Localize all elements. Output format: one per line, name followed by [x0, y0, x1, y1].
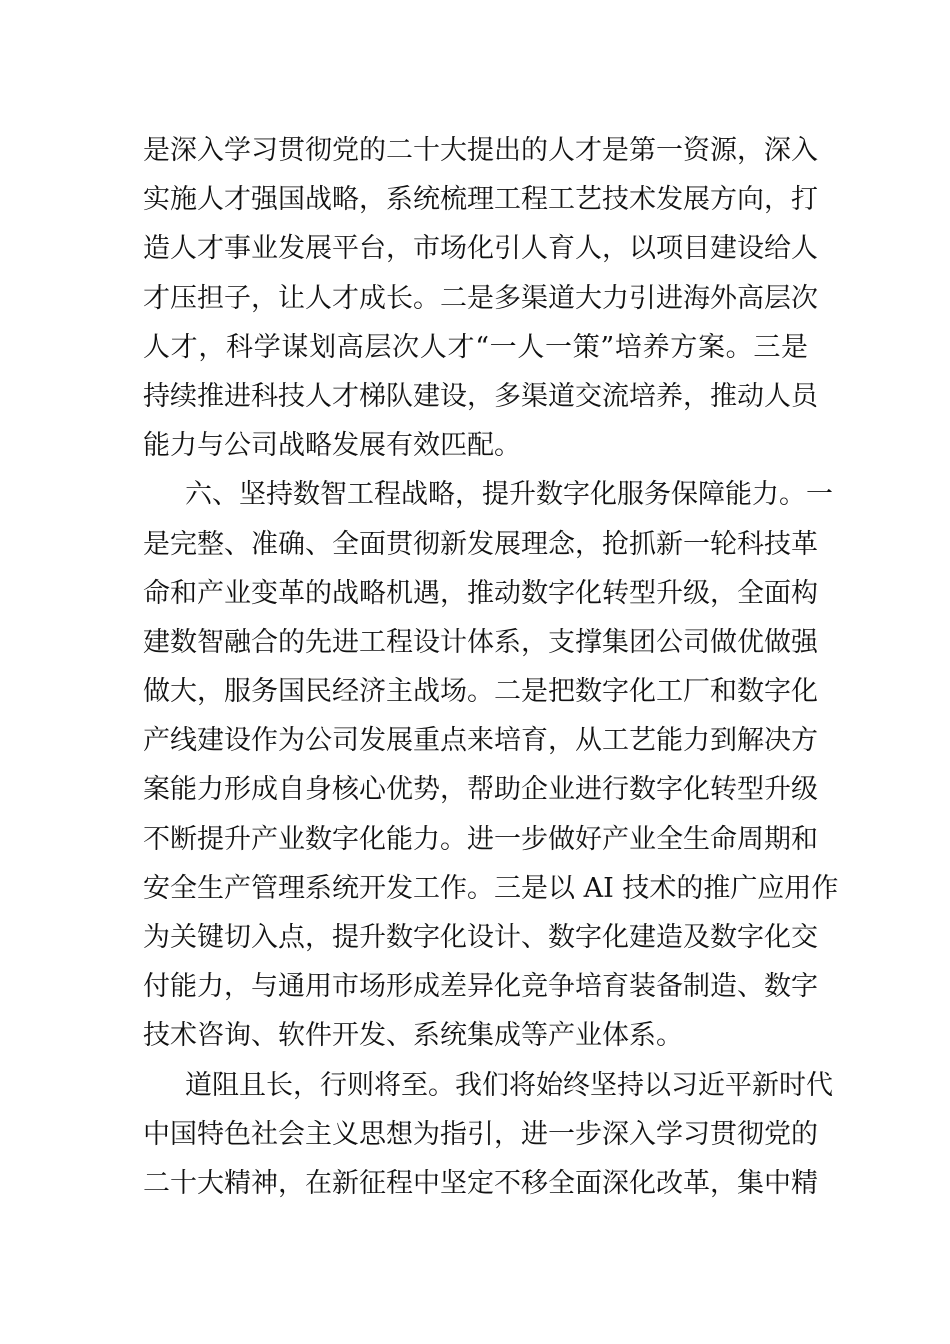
text-line: 二十大精神，在新征程中坚定不移全面深化改革，集中精: [143, 1167, 818, 1199]
text-line: 技术咨询、软件开发、系统集成等产业体系。: [143, 1020, 683, 1052]
text-line: 付能力，与通用市场形成差异化竞争培育装备制造、数字: [143, 971, 818, 1003]
text-line: 持续推进科技人才梯队建设，多渠道交流培养，推动人员: [143, 380, 818, 412]
text-line: 实施人才强国战略，系统梳理工程工艺技术发展方向，打: [143, 184, 818, 216]
text-line: 案能力形成自身核心优势，帮助企业进行数字化转型升级: [143, 774, 818, 806]
text-line: 造人才事业发展平台，市场化引人育人，以项目建设给人: [143, 233, 818, 265]
text-line: 命和产业变革的战略机遇，推动数字化转型升级，全面构: [143, 577, 818, 609]
document-body: [143, 126, 839, 1208]
text-line: 是完整、准确、全面贯彻新发展理念，抢抓新一轮科技革: [143, 528, 818, 560]
text-line: 六、坚持数智工程战略，提升数字化服务保障能力。一: [185, 479, 833, 511]
text-line: 安全生产管理系统开发工作。三是以 AI 技术的推广应用作: [143, 872, 839, 904]
text-line: 不断提升产业数字化能力。进一步做好产业全生命周期和: [143, 823, 818, 855]
text-line: 为关键切入点，提升数字化设计、数字化建造及数字化交: [143, 922, 818, 953]
text-line: 才压担子，让人才成长。二是多渠道大力引进海外高层次: [143, 282, 818, 314]
text-line: 是深入学习贯彻党的二十大提出的人才是第一资源，深入: [143, 135, 818, 166]
text-line: 建数智融合的先进工程设计体系，支撑集团公司做优做强: [143, 626, 818, 658]
paragraph-conclusion: [143, 1061, 833, 1209]
text-line: 能力与公司战略发展有效匹配。: [143, 430, 521, 462]
text-line: 做大，服务国民经济主战场。二是把数字化工厂和数字化: [143, 676, 818, 708]
text-line: 中国特色社会主义思想为指引，进一步深入学习贯彻党的: [143, 1118, 818, 1150]
text-line: 产线建设作为公司发展重点来培育，从工艺能力到解决方: [143, 725, 818, 757]
text-line: 人才，科学谋划高层次人才“一人一策”培养方案。三是: [143, 331, 808, 363]
paragraph-talent: [143, 126, 818, 470]
paragraph-digital-strategy: [143, 470, 839, 1060]
text-line: 道阻且长，行则将至。我们将始终坚持以习近平新时代: [185, 1069, 833, 1101]
